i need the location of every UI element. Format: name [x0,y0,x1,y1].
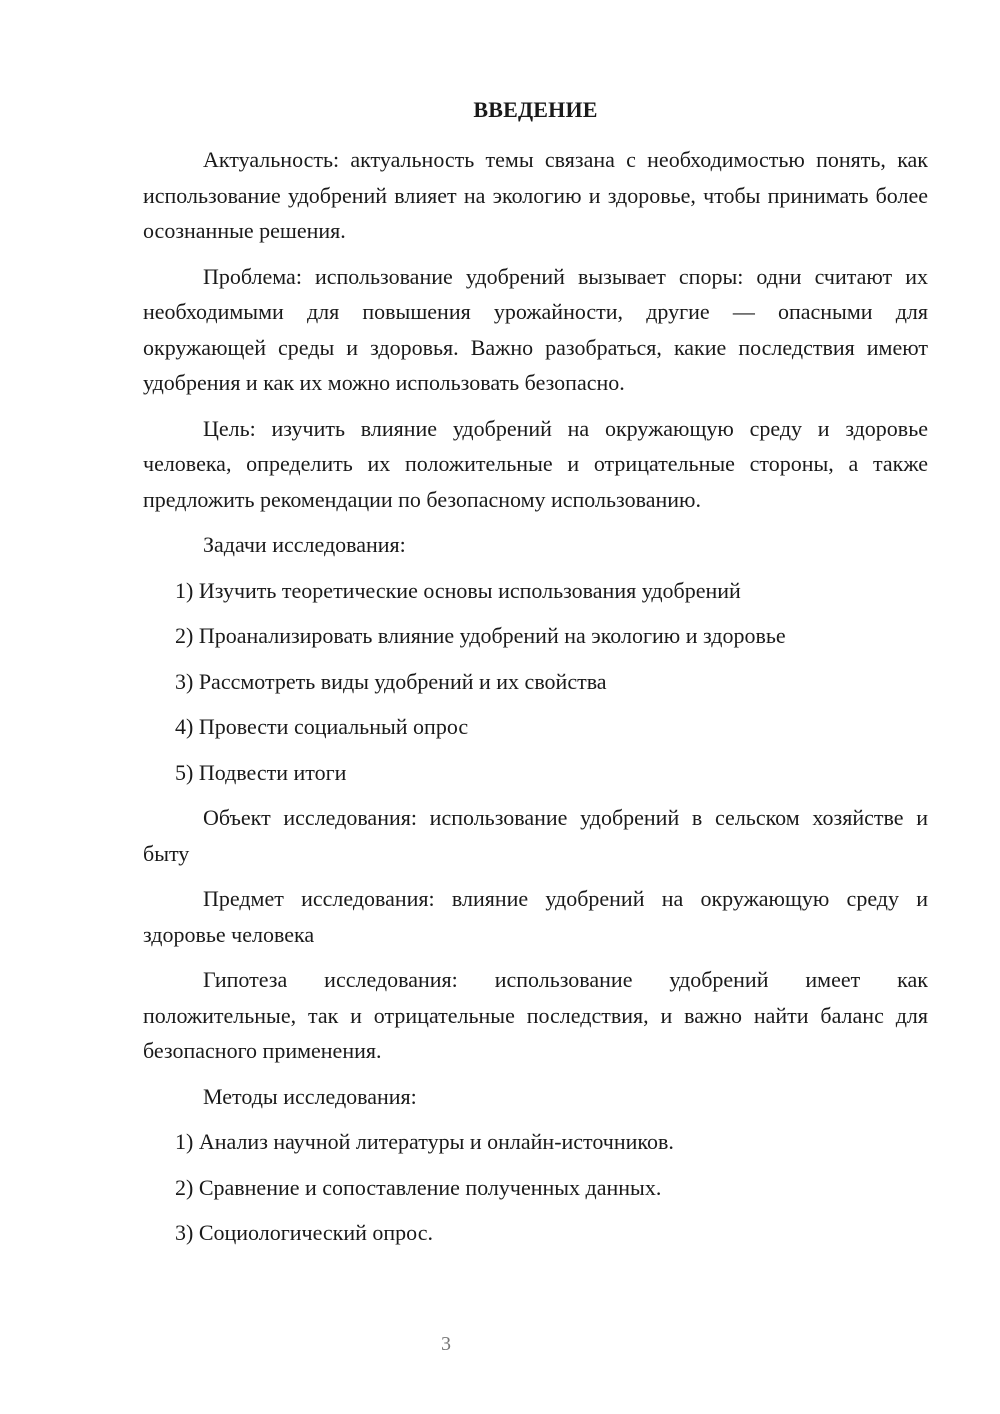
page-number: 3 [441,1333,451,1355]
list-item: 4) Провести социальный опрос [175,714,469,739]
page-title: ВВЕДЕНИЕ [473,97,598,122]
subject-paragraph: Предмет исследования: влияние удобрений на окружающую среду и здоровье человека [143,886,928,947]
list-item: 1) Изучить теоретические основы использования удобрений [175,577,741,603]
list-item: 2) Сравнение и сопоставление полученных данных. [175,1174,662,1200]
goal-paragraph: Цель: изучить влияние удобрений на окружающую среду и здоровье человека, определить их положительные и отрицательные стороны, а также предложить рекомендации по безопасному использованию. [143,415,928,512]
tasks-list [143,573,928,791]
document-body [143,142,928,1261]
methods-heading: Методы исследования: [203,1083,417,1109]
object-paragraph: Объект исследования: использование удобрений в сельском хозяйстве и быту [143,805,928,866]
list-item: 3) Рассмотреть виды удобрений и их свойства [175,668,607,694]
list-item: 5) Подвести итоги [175,759,347,785]
methods-list [143,1124,928,1251]
hypothesis-paragraph: Гипотеза исследования: использование удобрений имеет как положительные, так и отрицательные последствия, и важно найти баланс для безопасного применения. [143,967,928,1063]
problem-paragraph: Проблема: использование удобрений вызывает споры: одни считают их необходимыми для повышения урожайности, другие — опасными для окружающей среды и здоровья. Важно разобраться, какие последствия имеют удобрения и как их можно использовать безопасно. [143,263,928,395]
relevance-paragraph: Актуальность: актуальность темы связана с необходимостью понять, как использование удобрений влияет на экологию и здоровье, чтобы принимать более осознанные решения. [143,147,928,243]
list-item: 2) Проанализировать влияние удобрений на экологию и здоровье [175,623,786,648]
tasks-heading: Задачи исследования: [203,532,406,557]
list-item: 3) Социологический опрос. [175,1220,433,1245]
list-item: 1) Анализ научной литературы и онлайн-источников. [175,1129,674,1154]
document-page [143,0,928,1414]
